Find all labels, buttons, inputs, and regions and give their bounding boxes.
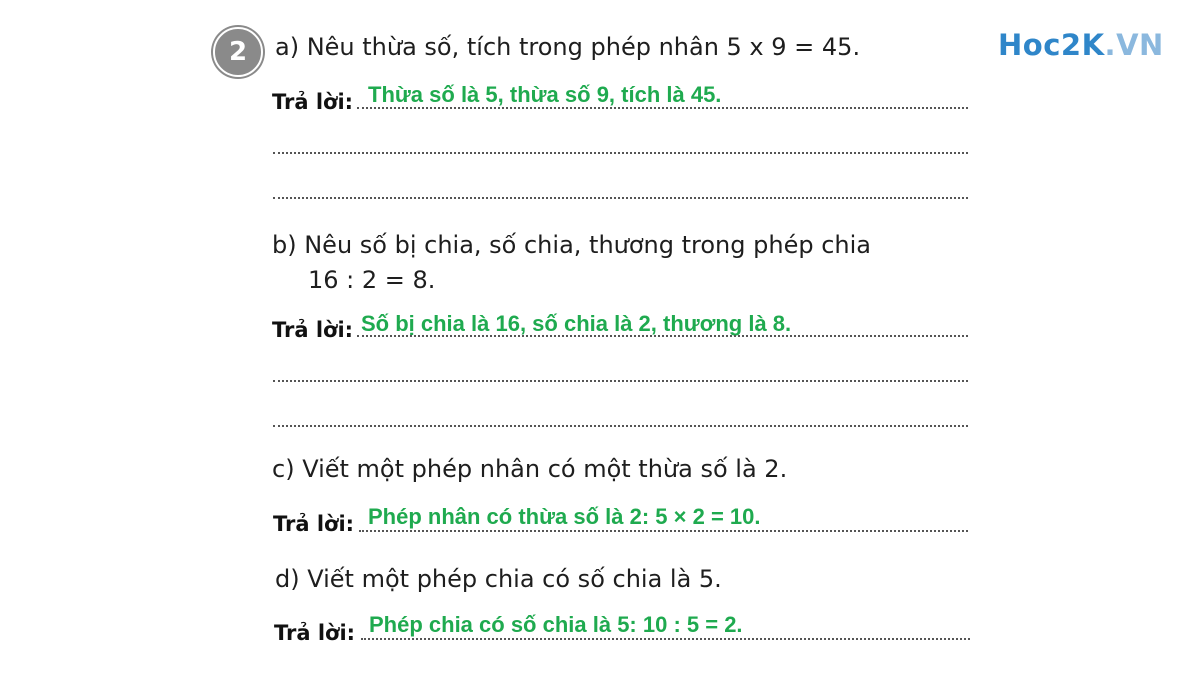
question-b-text: b) Nêu số bị chia, số chia, thương trong phép chia	[272, 231, 871, 259]
answer-d-text: Phép chia có số chia là 5: 10 : 5 = 2.	[369, 612, 743, 637]
answer-line-b3	[273, 425, 968, 427]
answer-line-a1	[357, 107, 968, 109]
question-b-text-line2: 16 : 2 = 8.	[308, 266, 436, 294]
answer-label-c: Trả lời:	[273, 512, 355, 536]
answer-b-text: Số bị chia là 16, số chia là 2, thương là 8.	[361, 311, 792, 336]
answer-line-b2	[273, 380, 968, 382]
answer-a-text: Thừa số là 5, thừa số 9, tích là 45.	[368, 82, 722, 107]
exercise-number-badge: 2	[213, 27, 263, 77]
hoc2k-logo	[998, 28, 1164, 62]
logo-text-secondary: .VN	[1104, 28, 1164, 62]
answer-line-b1	[357, 335, 968, 337]
answer-line-c1	[359, 530, 968, 532]
answer-label-a: Trả lời:	[272, 90, 354, 114]
question-a-text: a) Nêu thừa số, tích trong phép nhân 5 x 9 = 45.	[275, 33, 861, 61]
answer-c-text: Phép nhân có thừa số là 2: 5 × 2 = 10.	[368, 504, 761, 529]
question-d-text: d) Viết một phép chia có số chia là 5.	[275, 565, 722, 593]
answer-line-d1	[361, 638, 970, 640]
answer-line-a2	[273, 152, 968, 154]
logo-text-primary: Hoc2K	[998, 28, 1105, 62]
question-c-text: c) Viết một phép nhân có một thừa số là 2.	[272, 455, 788, 483]
answer-label-d: Trả lời:	[274, 621, 356, 645]
answer-label-b: Trả lời:	[272, 318, 354, 342]
answer-line-a3	[273, 197, 968, 199]
